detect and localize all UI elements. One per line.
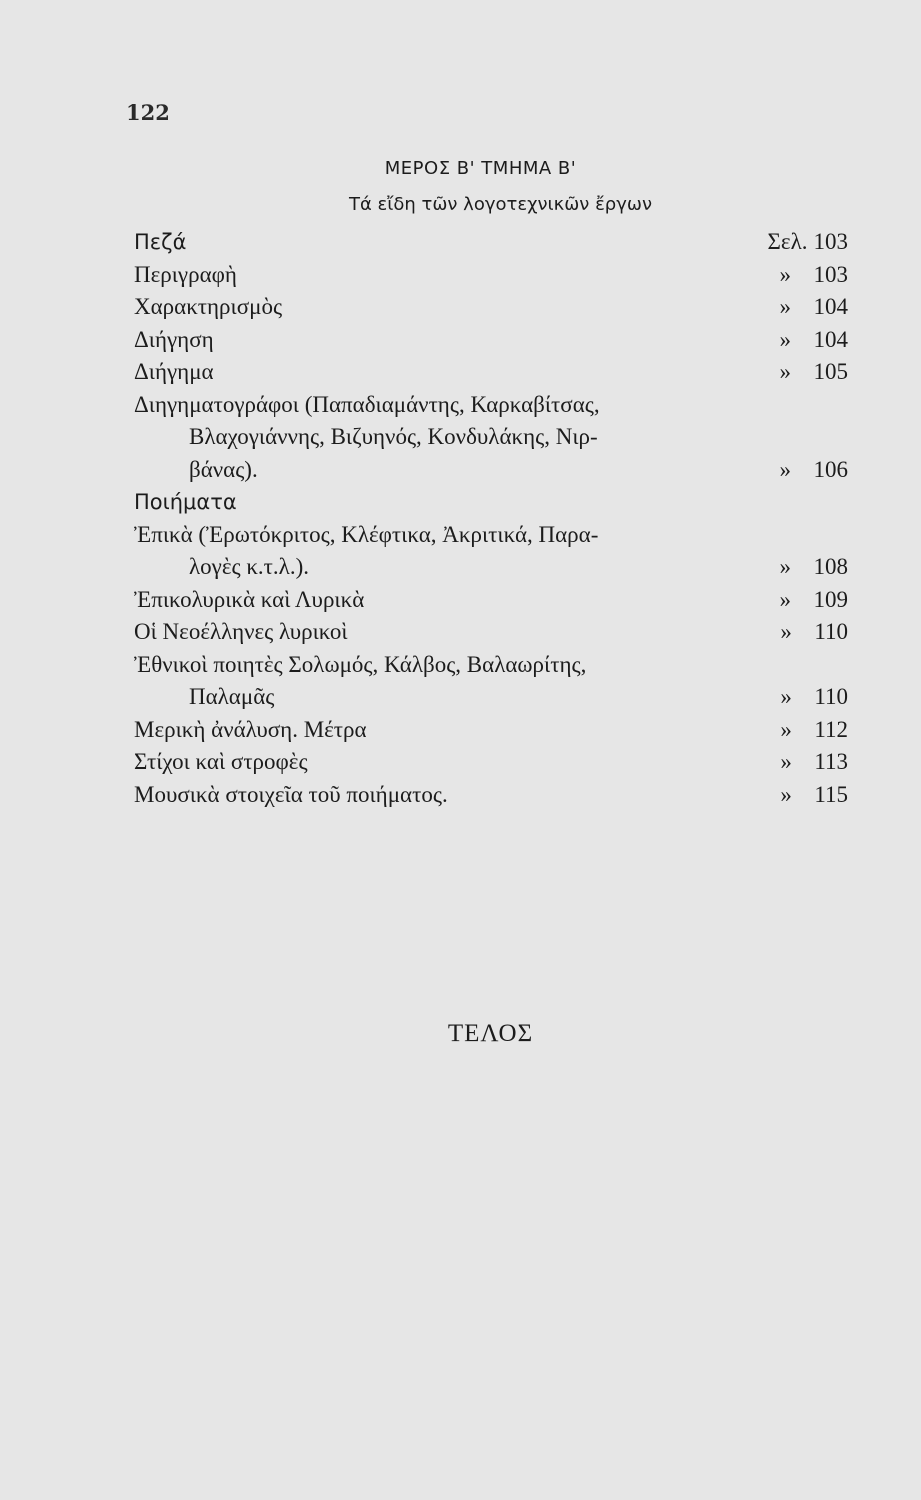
- toc-entry: [134, 714, 854, 747]
- toc-page-ref: [780, 714, 848, 747]
- toc-entry: [134, 519, 854, 552]
- toc-page-number: 110: [814, 684, 848, 709]
- toc-page-mark: »: [780, 619, 792, 644]
- toc-page-number: 109: [813, 586, 848, 612]
- toc-entry: [134, 584, 854, 617]
- toc-page-number: 115: [814, 781, 848, 807]
- toc-entry-continuation: [134, 454, 854, 487]
- section-subtitle: Τά εἴδη τῶν λογοτεχνικῶν ἔργων: [348, 194, 653, 215]
- toc-entry-text: Ποιήματα: [134, 490, 237, 514]
- toc-page-mark: »: [779, 326, 791, 352]
- toc-page-number: 106: [813, 456, 848, 482]
- toc-page-mark: »: [779, 456, 791, 482]
- toc-page-ref: [780, 259, 849, 292]
- toc-entry-text: Βλαχογιάννης, Βιζυηνός, Κονδυλάκης, Νιρ-: [189, 424, 598, 449]
- toc-page-number: 110: [814, 619, 848, 644]
- toc-page-mark: »: [779, 261, 791, 287]
- toc-page-mark: »: [780, 716, 792, 742]
- toc-page-number: 103: [813, 261, 848, 287]
- toc-page-mark: »: [780, 781, 792, 807]
- toc-entry-text: Ἐπικὰ (Ἐρωτόκριτος, Κλέφτικα, Ἀκριτικά, Παρα-: [134, 521, 599, 547]
- toc-entry-text: Μερικὴ ἀνάλυση. Μέτρα: [134, 716, 367, 742]
- toc-entry-continuation: [134, 681, 854, 714]
- toc-page-ref: [780, 291, 849, 324]
- toc-entry: [134, 291, 854, 324]
- toc-entry-text: Μουσικὰ στοιχεῖα τοῦ ποιήματος.: [134, 781, 448, 807]
- toc-entry-text: Χαρακτηρισμὸς: [134, 294, 283, 319]
- toc-heading-prose: [134, 226, 854, 259]
- toc-entry-text: βάνας).: [189, 456, 258, 482]
- toc-page-ref: [780, 584, 849, 617]
- toc-entry-continuation: [134, 421, 854, 454]
- part-title: ΜΕΡΟΣ Β' ΤΜΗΜΑ Β': [384, 158, 577, 179]
- toc-page-ref: [780, 356, 849, 389]
- toc-page-number: 108: [813, 554, 848, 579]
- page-number: 122: [126, 100, 170, 125]
- toc-page-ref: [780, 454, 849, 487]
- toc-entry: [134, 616, 854, 649]
- toc-entry-text: Ἐπικολυρικὰ καὶ Λυρικὰ: [134, 586, 365, 612]
- toc-entry-text: λογὲς κ.τ.λ.).: [189, 554, 309, 579]
- toc-page-ref: [780, 681, 848, 714]
- toc-page-ref: [780, 324, 849, 357]
- toc-entry-text: Παλαμᾶς: [189, 684, 275, 709]
- toc-page-number: 104: [813, 326, 848, 352]
- toc-entry-continuation: [134, 551, 854, 584]
- toc-page-number: 113: [814, 749, 848, 774]
- toc-entry: [134, 649, 854, 682]
- toc-page-number: 104: [813, 294, 848, 319]
- toc-entry: [134, 746, 854, 779]
- toc-entry: [134, 324, 854, 357]
- toc-entry: [134, 356, 854, 389]
- toc-entry: [134, 259, 854, 292]
- toc-page-mark: »: [780, 749, 792, 774]
- toc-page-mark: »: [779, 294, 791, 319]
- toc-entry-text: Ἐθνικοὶ ποιητὲς Σολωμός, Κάλβος, Βαλαωρίτης,: [134, 651, 587, 677]
- toc-entry: [134, 779, 854, 812]
- toc-page-ref: [780, 551, 849, 584]
- toc-page-mark: »: [779, 359, 791, 384]
- toc-entry-text: Διήγηση: [134, 326, 214, 352]
- the-end: ΤΕΛΟΣ: [447, 1020, 534, 1047]
- toc-page-ref: [780, 746, 848, 779]
- toc-entry: [134, 389, 854, 422]
- table-of-contents: [134, 226, 854, 811]
- toc-page-number: 103: [813, 229, 848, 254]
- toc-entry-text: Οἱ Νεοέλληνες λυρικοὶ: [134, 619, 348, 644]
- toc-page-mark: »: [779, 554, 791, 579]
- toc-page-number: 112: [814, 716, 848, 742]
- toc-page-ref: [780, 779, 848, 812]
- toc-page-mark: »: [779, 586, 791, 612]
- toc-heading-poems: [134, 486, 854, 519]
- toc-entry-text: Περιγραφὴ: [134, 261, 237, 287]
- toc-page-ref: [780, 616, 848, 649]
- toc-entry-text: Πεζά: [134, 230, 187, 254]
- toc-entry-text: Στίχοι καὶ στροφὲς: [134, 749, 308, 774]
- toc-page-ref: [768, 226, 848, 259]
- toc-page-number: 105: [813, 359, 848, 384]
- toc-entry-text: Διήγημα: [134, 359, 214, 384]
- toc-entry-text: Διηγηματογράφοι (Παπαδιαμάντης, Καρκαβίτσας,: [134, 391, 600, 417]
- toc-page-mark: Σελ.: [767, 229, 808, 254]
- toc-page-mark: »: [780, 684, 792, 709]
